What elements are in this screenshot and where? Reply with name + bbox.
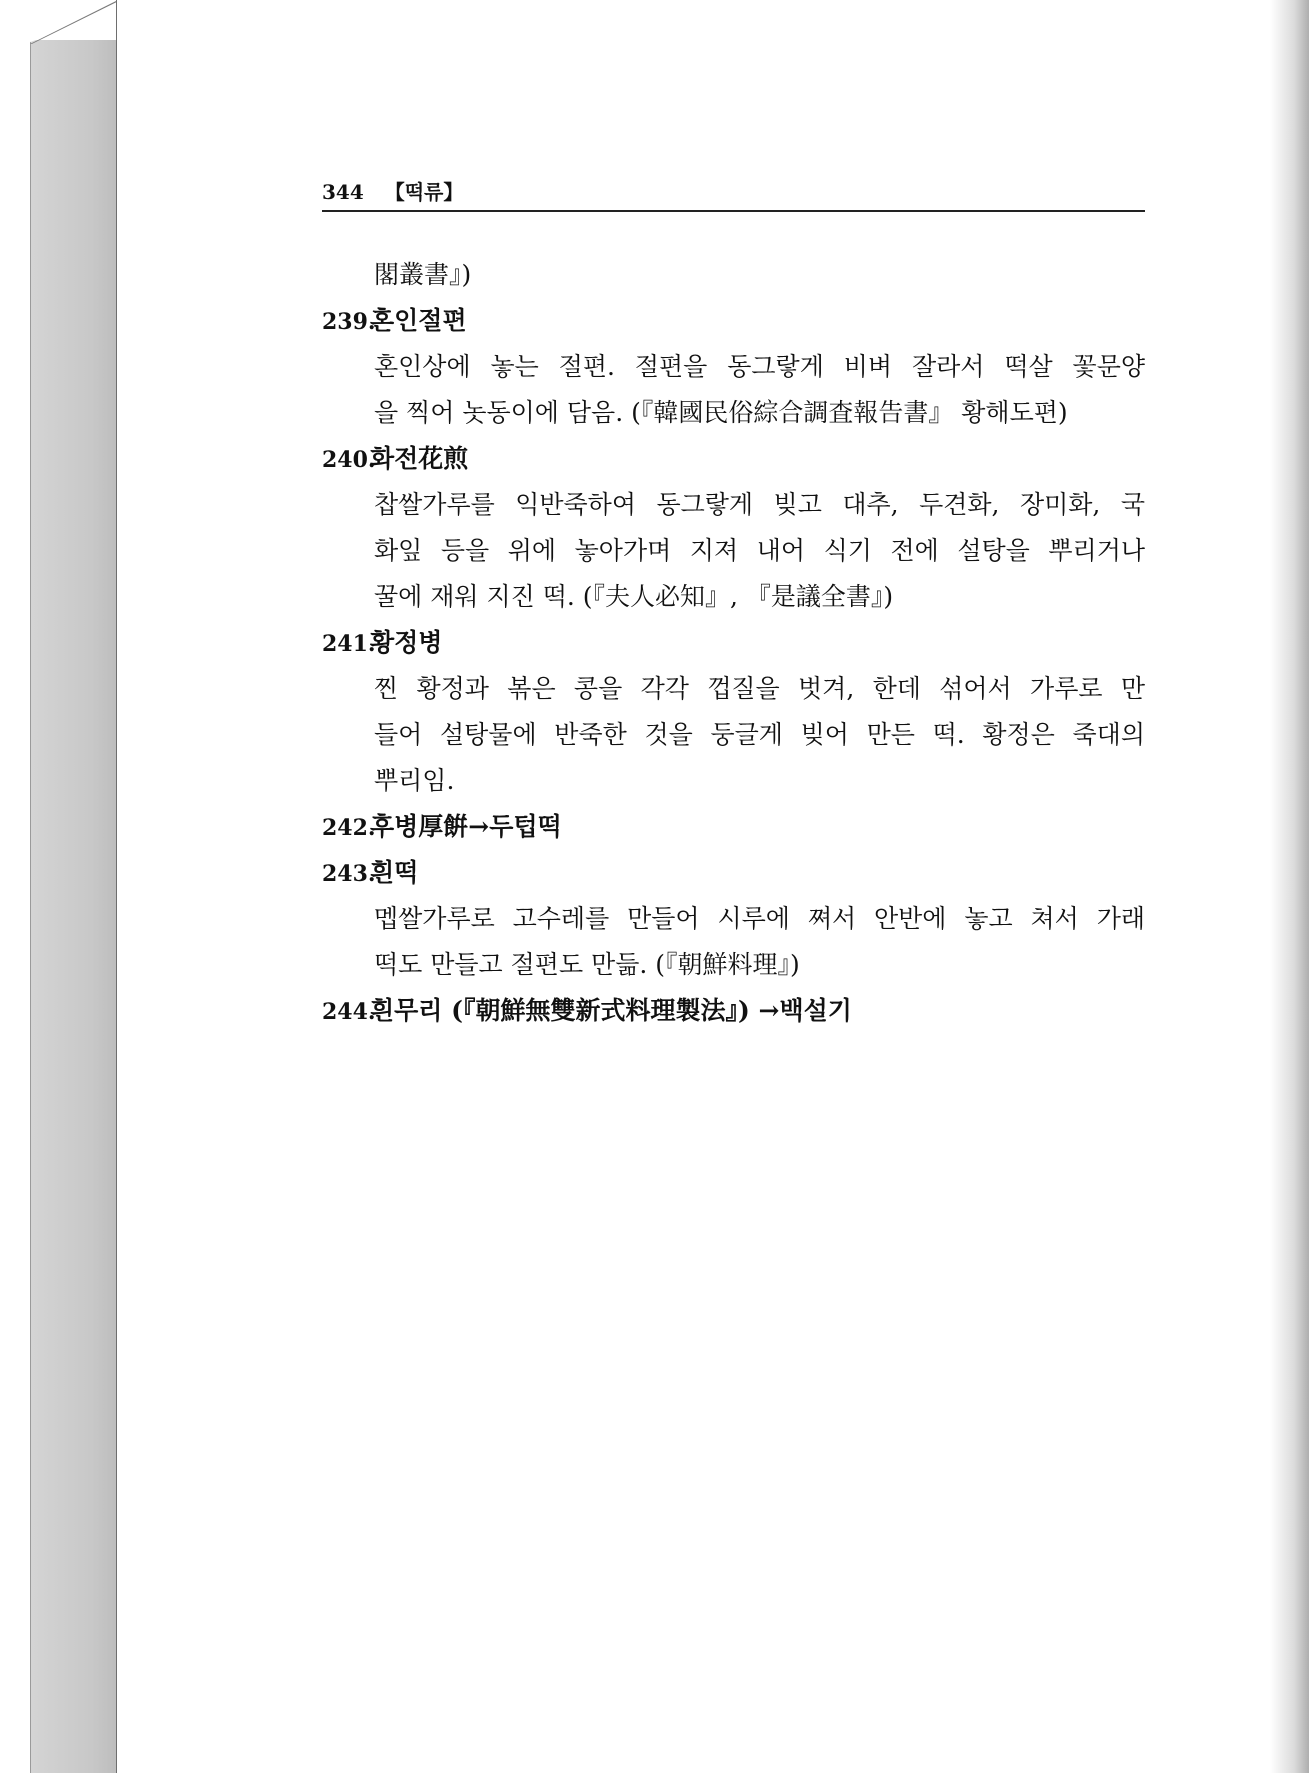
- page-content: [322, 252, 1145, 1034]
- entry-title: 흰무리 (『朝鮮無雙新式料理製法』) →백설기: [370, 996, 852, 1025]
- running-header: [322, 176, 463, 205]
- page-number: 344: [322, 180, 364, 204]
- entry-title: 혼인절편: [370, 306, 467, 335]
- entry-241: [322, 620, 1145, 804]
- entry-number: 241.: [322, 631, 376, 657]
- entry-number: 239.: [322, 309, 376, 335]
- entry-heading: [322, 298, 1145, 344]
- header-rule: [322, 210, 1145, 212]
- entry-number: 244.: [322, 999, 376, 1025]
- entry-title: 흰떡: [370, 858, 419, 887]
- entry-line: 화잎 등을 위에 놓아가며 지져 내어 식기 전에 설탕을 뿌리거나: [374, 536, 1145, 565]
- entry-title: 화전花煎: [370, 444, 469, 473]
- entry-title: 후병厚餠→두텁떡: [370, 812, 562, 841]
- entry-heading: [322, 850, 1145, 896]
- entry-line: 뿌리임.: [374, 766, 455, 795]
- entry-line: 떡도 만들고 절편도 만듦. (『朝鮮料理』): [374, 950, 800, 979]
- entry-243: [322, 850, 1145, 988]
- page-edge-shadow: [1270, 0, 1309, 1773]
- entry-242: [322, 804, 1145, 850]
- entry-number: 240.: [322, 447, 376, 473]
- entry-line: 들어 설탕물에 반죽한 것을 둥글게 빚어 만든 떡. 황정은 죽대의: [374, 720, 1145, 749]
- entry-number: 243.: [322, 861, 376, 887]
- entry-240: [322, 436, 1145, 620]
- entry-line: 혼인상에 놓는 절편. 절편을 동그랗게 비벼 잘라서 떡살 꽃문양: [374, 352, 1145, 381]
- entry-line: 찹쌀가루를 익반죽하여 동그랗게 빚고 대추, 두견화, 장미화, 국: [374, 490, 1145, 519]
- entry-line: 꿀에 재워 지진 떡. (『夫人必知』, 『是議全書』): [374, 582, 894, 611]
- entry-heading: [322, 620, 1145, 666]
- entry-244: [322, 988, 1145, 1034]
- entry-title: 황정병: [370, 628, 443, 657]
- entry-line: 을 찍어 놋동이에 담음. (『韓國民俗綜合調査報告書』 황해도편): [374, 398, 1068, 427]
- entry-line: 멥쌀가루로 고수레를 만들어 시루에 쪄서 안반에 놓고 쳐서 가래: [374, 904, 1145, 933]
- continuation-line: 閣叢書』): [374, 260, 472, 289]
- entry-heading: [322, 804, 1145, 850]
- entry-line: 찐 황정과 볶은 콩을 각각 껍질을 벗겨, 한데 섞어서 가루로 만: [374, 674, 1145, 703]
- entry-239: [322, 298, 1145, 436]
- entry-heading: [322, 436, 1145, 482]
- entry-heading: [322, 988, 1145, 1034]
- section-title: 【떡류】: [384, 180, 464, 204]
- book-spine: [30, 40, 117, 1773]
- entry-number: 242.: [322, 815, 376, 841]
